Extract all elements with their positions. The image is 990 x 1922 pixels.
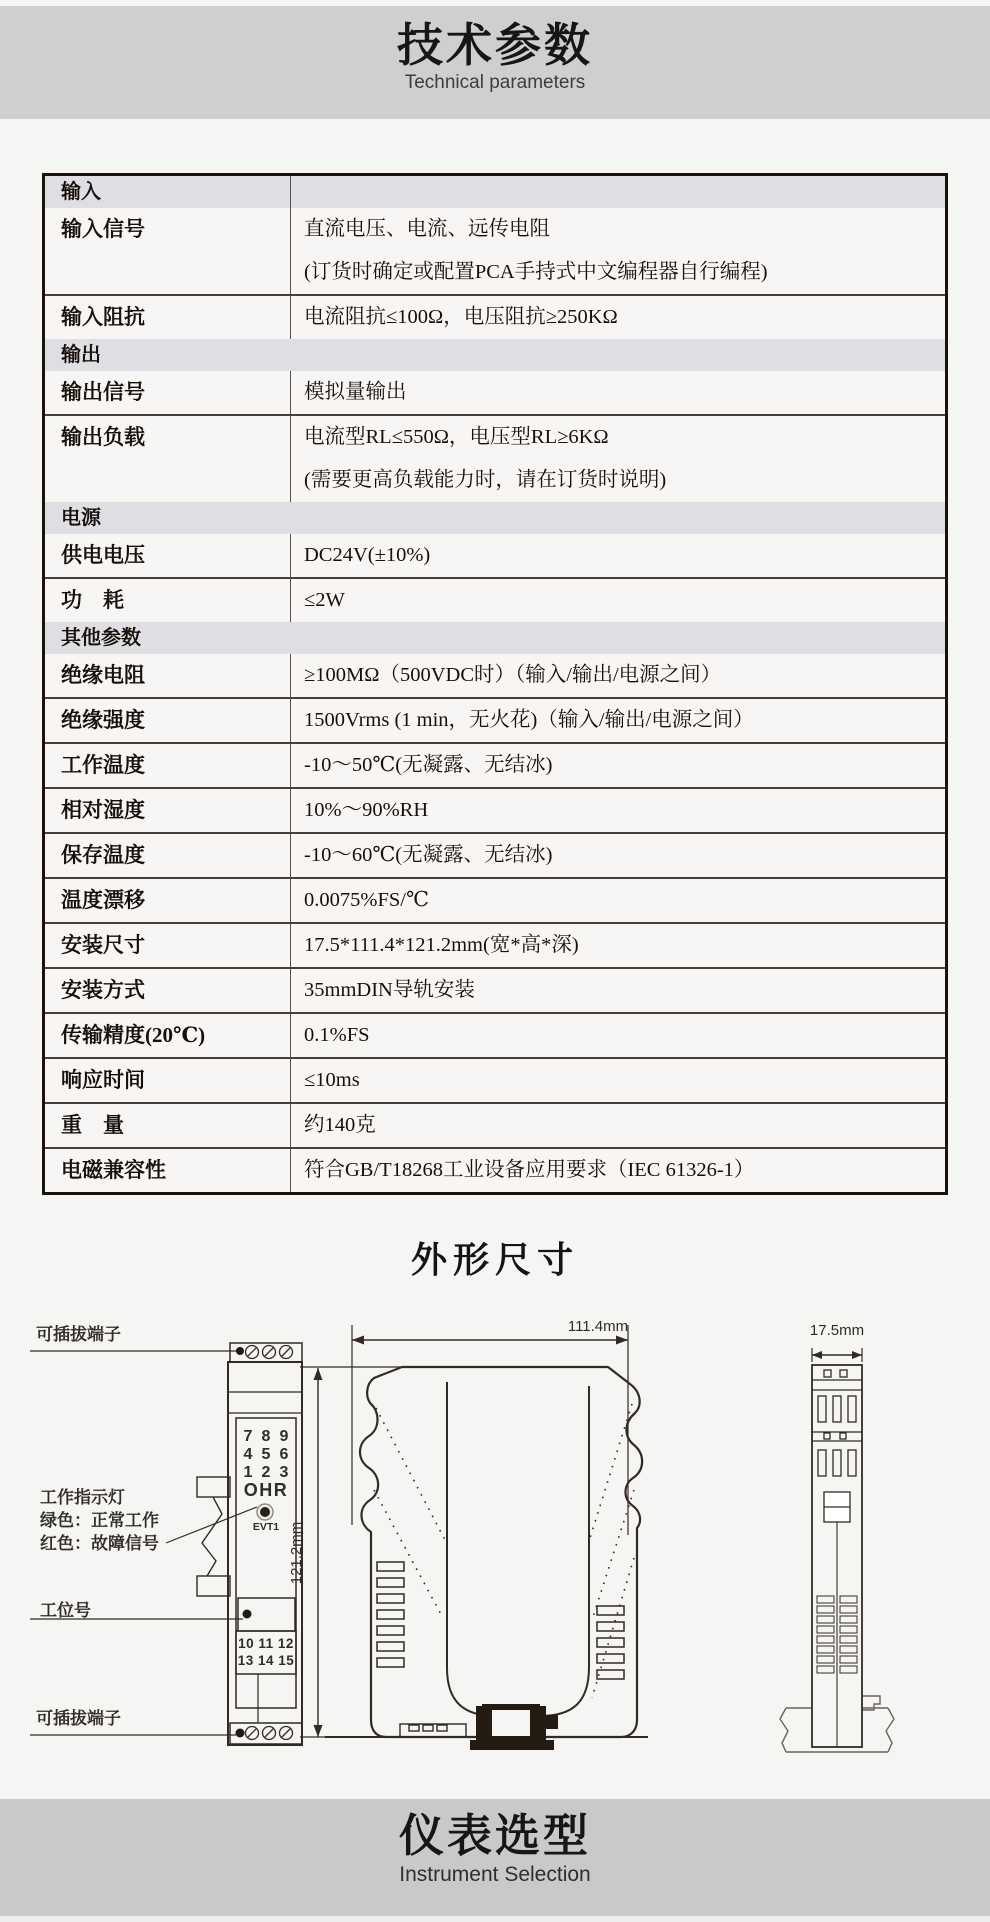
indicator-green-label: 绿色：正常工作 <box>40 1511 159 1530</box>
terminal-number-row: 13 14 15 <box>237 1653 295 1668</box>
indicator-title-label: 工作指示灯 <box>40 1488 125 1507</box>
brand-text: OHR <box>243 1480 289 1500</box>
row-label: 绝缘电阻 <box>61 663 145 687</box>
value-line: 电流型RL≤550Ω，电压型RL≥6KΩ <box>304 426 609 448</box>
table-section-row <box>45 502 945 534</box>
row-label: 功 耗 <box>61 588 124 612</box>
table-row <box>45 414 945 502</box>
value-line: -10～60℃(无凝露、无结冰) <box>304 844 553 866</box>
table-row <box>45 534 945 577</box>
instrument-selection-header <box>0 1799 990 1916</box>
row-value <box>290 622 945 654</box>
vent-slots <box>377 1562 624 1679</box>
table-section-row <box>45 339 945 371</box>
row-value <box>290 654 945 697</box>
value-line: 10%～90%RH <box>304 799 429 821</box>
row-value <box>290 789 945 832</box>
row-label: 工作温度 <box>61 753 145 777</box>
terminal-numbers-top <box>244 1428 289 1481</box>
status-led-icon <box>260 1507 270 1517</box>
row-value <box>290 879 945 922</box>
value-line: 0.0075%FS/℃ <box>304 889 429 911</box>
dim-width-label: 111.4mm <box>567 1318 629 1335</box>
row-value <box>290 579 945 622</box>
row-label: 绝缘强度 <box>61 708 145 732</box>
terminal-number: 8 <box>261 1428 271 1445</box>
row-value <box>290 1104 945 1147</box>
dimensions-section-title: 外形尺寸 <box>410 1239 579 1280</box>
footer-title: 仪表选型 <box>398 1810 591 1861</box>
table-row <box>45 742 945 787</box>
row-label: 安装方式 <box>61 978 145 1002</box>
row-value <box>290 502 945 534</box>
row-value <box>290 371 945 414</box>
table-row <box>45 371 945 414</box>
row-label: 输出信号 <box>61 380 145 404</box>
side-view <box>288 1318 648 1750</box>
callout-dot <box>243 1610 252 1619</box>
terminal-number: 5 <box>261 1446 271 1463</box>
table-row <box>45 1102 945 1147</box>
row-label: 电源 <box>61 507 101 529</box>
table-row <box>45 1057 945 1102</box>
row-value <box>290 416 945 502</box>
row-value <box>290 1014 945 1057</box>
table-section-row <box>45 622 945 654</box>
row-label: 其他参数 <box>61 627 141 649</box>
table-row <box>45 1147 945 1192</box>
module-outline <box>360 1367 642 1737</box>
callout-indicator-line <box>166 1507 257 1543</box>
row-value <box>290 1059 945 1102</box>
row-value <box>290 744 945 787</box>
callout-plug-bottom-label: 可插拔端子 <box>36 1709 121 1728</box>
row-label: 保存温度 <box>61 843 145 867</box>
module-inner-outline <box>447 1382 589 1716</box>
row-value <box>290 1149 945 1192</box>
callout-plug-top-label: 可插拔端子 <box>36 1325 121 1344</box>
value-line: 电流阻抗≤100Ω，电压阻抗≥250KΩ <box>304 306 618 328</box>
extension-lines <box>300 1367 430 1737</box>
row-label: 输入 <box>61 181 101 203</box>
dotted-clip-lines <box>374 1404 634 1698</box>
value-line: DC24V(±10%) <box>304 544 431 566</box>
value-line: ≤2W <box>304 589 345 611</box>
row-label: 安装尺寸 <box>61 933 145 957</box>
bottom-bracket <box>400 1724 466 1737</box>
value-line: 1500Vrms (1 min，无火花)（输入/输出/电源之间） <box>304 709 754 731</box>
value-line: (订货时确定或配置PCA手持式中文编程器自行编程) <box>304 261 768 283</box>
row-value <box>290 699 945 742</box>
row-label: 重 量 <box>61 1113 124 1137</box>
row-label: 电磁兼容性 <box>61 1158 166 1182</box>
terminal-number: 6 <box>279 1446 289 1463</box>
value-line: (需要更高负载能力时，请在订货时说明) <box>304 469 667 491</box>
technical-parameters-header <box>0 6 990 119</box>
row-label: 输入阻抗 <box>61 305 145 329</box>
terminal-number: 7 <box>243 1428 253 1445</box>
page-subtitle: Technical parameters <box>404 71 586 93</box>
dim-end-width-label: 17.5mm <box>809 1322 865 1339</box>
row-label: 供电电压 <box>61 543 145 567</box>
value-line: ≤10ms <box>304 1069 360 1091</box>
row-label: 温度漂移 <box>61 888 145 912</box>
row-value <box>290 834 945 877</box>
value-line: 模拟量输出 <box>304 381 407 403</box>
value-line: 17.5*111.4*121.2mm(宽*高*深) <box>304 934 579 956</box>
value-line: -10～50℃(无凝露、无结冰) <box>304 754 553 776</box>
terminal-number: 4 <box>243 1446 253 1463</box>
value-line: 约140克 <box>304 1114 376 1136</box>
table-row <box>45 294 945 339</box>
screw-icons-bottom <box>246 1727 293 1740</box>
body-top-lines <box>228 1392 302 1413</box>
front-view <box>30 1324 302 1745</box>
value-line: 0.1%FS <box>304 1024 370 1046</box>
row-value <box>290 296 945 339</box>
terminal-number: 2 <box>261 1464 271 1481</box>
indicator-red-label: 红色：故障信号 <box>40 1534 159 1553</box>
bottom-strip <box>0 1916 990 1922</box>
extension-lines <box>352 1325 628 1535</box>
row-label: 传输精度(20℃) <box>61 1023 206 1047</box>
screw-icons-top <box>246 1346 293 1359</box>
table-row <box>45 577 945 622</box>
row-value <box>290 339 945 371</box>
value-line: ≥100MΩ（500VDC时）（输入/输出/电源之间） <box>304 664 722 686</box>
table-row <box>45 922 945 967</box>
dim-height-label: 121.2mm <box>288 1521 305 1585</box>
value-line: 直流电压、电流、远传电阻 <box>304 218 550 240</box>
callout-tag-label: 工位号 <box>40 1601 91 1620</box>
row-label: 输入信号 <box>61 217 145 241</box>
value-line: 35mmDIN导轨安装 <box>304 979 475 1001</box>
row-value <box>290 924 945 967</box>
table-row <box>45 787 945 832</box>
row-value <box>290 208 945 294</box>
row-value <box>290 534 945 577</box>
row-label: 输出负载 <box>61 425 145 449</box>
page-title: 技术参数 <box>397 19 593 71</box>
terminal-number: 1 <box>243 1464 253 1481</box>
rail-clamp <box>470 1704 558 1750</box>
table-row <box>45 654 945 697</box>
row-value <box>290 176 945 208</box>
value-line: 符合GB/T18268工业设备应用要求（IEC 61326-1） <box>304 1159 755 1181</box>
dimension-drawing <box>0 1300 990 1800</box>
table-section-row <box>45 176 945 208</box>
table-row <box>45 967 945 1012</box>
table-row <box>45 1012 945 1057</box>
row-label: 输出 <box>61 344 101 366</box>
table-row <box>45 832 945 877</box>
row-value <box>290 969 945 1012</box>
table-row <box>45 877 945 922</box>
din-rail-break <box>197 1477 230 1596</box>
terminal-number-row: 10 11 12 <box>238 1636 294 1651</box>
spec-table <box>42 173 948 1195</box>
table-row <box>45 697 945 742</box>
footer-subtitle: Instrument Selection <box>399 1862 591 1886</box>
callout-dot <box>236 1729 245 1738</box>
table-row <box>45 208 945 294</box>
terminal-number: 9 <box>279 1428 289 1445</box>
terminal-number: 3 <box>279 1464 289 1481</box>
callout-dot <box>236 1347 244 1355</box>
end-view <box>780 1322 894 1752</box>
row-label: 响应时间 <box>61 1068 145 1092</box>
row-label: 相对湿度 <box>61 798 145 822</box>
led-label: EVT1 <box>252 1521 280 1533</box>
